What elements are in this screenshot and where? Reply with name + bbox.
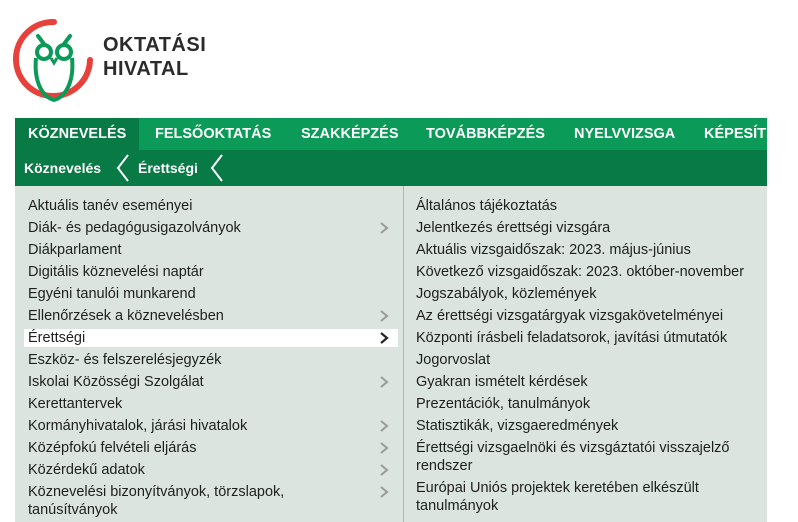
nav-kepesites[interactable]: KÉPESÍTÉS <box>704 126 786 142</box>
nav-felsooktatas[interactable]: FELSŐOKTATÁS <box>155 126 272 142</box>
submenu-item[interactable]: Aktuális vizsgaidőszak: 2023. május-június <box>416 242 691 258</box>
menu-item-label: Érettségi <box>28 330 86 346</box>
menu-item[interactable] <box>28 197 398 215</box>
breadcrumb <box>15 150 767 186</box>
chevron-right-icon <box>378 442 390 454</box>
menu-item[interactable] <box>28 263 398 281</box>
nav-szakkepzes[interactable]: SZAKKÉPZÉS <box>301 126 399 142</box>
menu-item-label: Eszköz- és felszerelésjegyzék <box>28 352 222 368</box>
chevron-right-icon <box>378 376 390 388</box>
chevron-right-icon <box>378 420 390 432</box>
menu-item[interactable] <box>28 307 398 325</box>
menu-item-label: Aktuális tanév eseményei <box>28 198 193 214</box>
menu-divider <box>403 186 404 522</box>
breadcrumb-item-erettsegi[interactable]: Érettségi <box>138 160 198 176</box>
menu-item[interactable] <box>28 285 398 303</box>
menu-item-label: Diák- és pedagógusigazolványok <box>28 220 241 236</box>
menu-item-active[interactable] <box>24 329 398 347</box>
submenu-item[interactable]: Prezentációk, tanulmányok <box>416 396 591 412</box>
menu-item-label: Ellenőrzések a köznevelésben <box>28 308 224 324</box>
menu-item[interactable] <box>28 395 398 413</box>
menu-item[interactable] <box>28 219 398 237</box>
menu-item-label: Egyéni tanulói munkarend <box>28 286 196 302</box>
chevron-right-icon <box>378 310 390 322</box>
menu-item[interactable] <box>28 461 398 479</box>
menu-item[interactable] <box>28 417 398 435</box>
menu-item-label: Köznevelési bizonyítványok, törzslapok, tanúsítványok <box>28 484 285 518</box>
logo[interactable] <box>14 16 234 104</box>
chevron-right-icon <box>378 222 390 234</box>
submenu-item[interactable]: Általános tájékoztatás <box>416 198 558 214</box>
menu-item-label: Középfokú felvételi eljárás <box>28 440 197 456</box>
submenu-item[interactable]: Jelentkezés érettségi vizsgára <box>416 220 611 236</box>
menu-item-label: Diákparlament <box>28 242 122 258</box>
submenu-item[interactable]: Következő vizsgaidőszak: 2023. október-november <box>416 264 745 280</box>
logo-line1: OKTATÁSI <box>103 34 207 56</box>
submenu-item[interactable]: Központi írásbeli feladatsorok, javítási útmutatók <box>416 330 728 346</box>
submenu-item[interactable]: Statisztikák, vizsgaeredmények <box>416 418 619 434</box>
chevron-left-icon <box>115 153 131 183</box>
submenu-item[interactable]: Jogorvoslat <box>416 352 491 368</box>
menu-item-label: Kerettantervek <box>28 396 123 412</box>
menu-item[interactable] <box>28 439 398 457</box>
submenu-item[interactable]: Jogszabályok, közlemények <box>416 286 597 302</box>
menu-item[interactable] <box>28 351 398 369</box>
menu-item[interactable] <box>28 373 398 391</box>
menu-item[interactable] <box>28 483 398 519</box>
main-navigation <box>15 118 786 150</box>
owl-logo-icon <box>14 16 94 104</box>
chevron-right-icon <box>378 464 390 476</box>
menu-item-label: Digitális köznevelési naptár <box>28 264 204 280</box>
logo-text <box>103 33 206 81</box>
chevron-right-icon <box>378 486 390 498</box>
menu-item-label: Közérdekű adatok <box>28 462 145 478</box>
menu-item-label: Iskolai Közösségi Szolgálat <box>28 374 204 390</box>
nav-tovabbkepzes[interactable]: TOVÁBBKÉPZÉS <box>426 126 545 142</box>
nav-nyelvvizsga[interactable]: NYELVVIZSGA <box>574 126 676 142</box>
submenu-item[interactable]: Érettségi vizsgaelnöki és vizsgáztatói visszajelző rendszer <box>416 440 730 474</box>
menu-item[interactable] <box>28 241 398 259</box>
chevron-left-icon <box>209 153 225 183</box>
chevron-right-icon <box>378 332 390 344</box>
nav-koznevelés[interactable]: KÖZNEVELÉS <box>15 118 139 150</box>
submenu-item[interactable]: Gyakran ismételt kérdések <box>416 374 588 390</box>
breadcrumb-item-koznevelés[interactable]: Köznevelés <box>24 160 102 176</box>
menu-item-label: Kormányhivatalok, járási hivatalok <box>28 418 248 434</box>
submenu-item[interactable]: Az érettségi vizsgatárgyak vizsgakövetelményei <box>416 308 724 324</box>
submenu-item[interactable]: Európai Uniós projektek keretében elkészült tanulmányok <box>416 480 699 514</box>
logo-line2: HIVATAL <box>103 58 189 80</box>
